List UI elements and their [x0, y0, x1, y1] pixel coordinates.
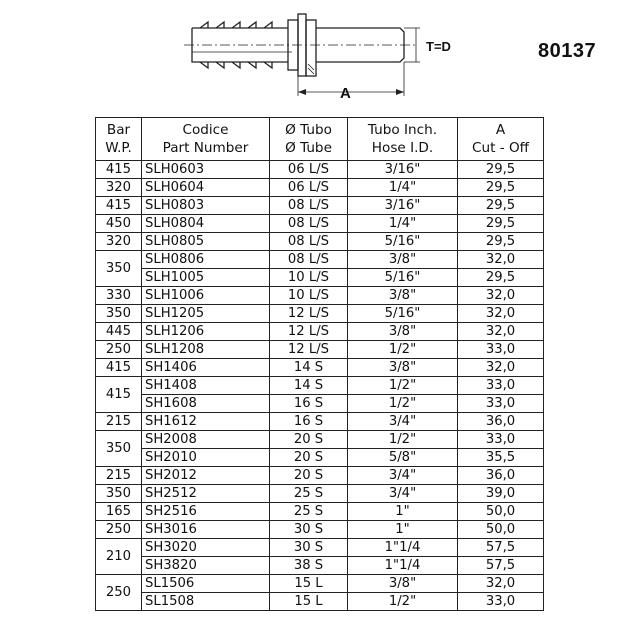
cell-cut-off: 33,0: [458, 431, 544, 449]
cell-bar: 320: [96, 233, 142, 251]
cell-part-number: SH3020: [142, 539, 270, 557]
cell-part-number: SH1612: [142, 413, 270, 431]
header-part-number-line: Codice: [182, 122, 229, 138]
cell-tube: 10 L/S: [270, 269, 348, 287]
cell-part-number: SLH1206: [142, 323, 270, 341]
cell-tube: 08 L/S: [270, 215, 348, 233]
cell-bar: 215: [96, 467, 142, 485]
cell-hose-id: 1/2": [348, 377, 458, 395]
cell-bar: 165: [96, 503, 142, 521]
cell-cut-off: 32,0: [458, 359, 544, 377]
table-row: [96, 485, 544, 503]
header-tube-line: Ø Tube: [285, 140, 332, 156]
header-cut-off-line: A: [495, 122, 506, 138]
header-part-number-line: Part Number: [162, 140, 249, 156]
cell-part-number: SH2516: [142, 503, 270, 521]
cell-part-number: SH1408: [142, 377, 270, 395]
cell-cut-off: 29,5: [458, 269, 544, 287]
header-bar-line: Bar: [106, 122, 131, 138]
a-label: A: [340, 85, 351, 102]
table-row: [96, 575, 544, 593]
table-row: [96, 413, 544, 431]
cell-part-number: SLH0803: [142, 197, 270, 215]
cell-part-number: SLH0806: [142, 251, 270, 269]
cell-hose-id: 3/16": [348, 161, 458, 179]
cell-tube: 25 S: [270, 485, 348, 503]
table-row: [96, 251, 544, 269]
table-row: [96, 593, 544, 611]
cell-tube: 14 S: [270, 377, 348, 395]
cell-cut-off: 35,5: [458, 449, 544, 467]
cell-hose-id: 3/4": [348, 413, 458, 431]
cell-part-number: SH1608: [142, 395, 270, 413]
cell-hose-id: 5/16": [348, 269, 458, 287]
cell-tube: 15 L: [270, 593, 348, 611]
cell-cut-off: 32,0: [458, 323, 544, 341]
table-row: [96, 395, 544, 413]
cell-cut-off: 39,0: [458, 485, 544, 503]
cell-tube: 30 S: [270, 539, 348, 557]
cell-tube: 12 L/S: [270, 305, 348, 323]
cell-hose-id: 3/16": [348, 197, 458, 215]
cell-bar: 250: [96, 575, 142, 611]
table-row: [96, 305, 544, 323]
cell-cut-off: 57,5: [458, 557, 544, 575]
cell-bar: 330: [96, 287, 142, 305]
cell-cut-off: 32,0: [458, 575, 544, 593]
table-row: [96, 377, 544, 395]
cell-hose-id: 3/4": [348, 467, 458, 485]
cell-tube: 30 S: [270, 521, 348, 539]
cell-cut-off: 32,0: [458, 305, 544, 323]
cell-tube: 12 L/S: [270, 323, 348, 341]
cell-part-number: SH3016: [142, 521, 270, 539]
cell-part-number: SH2010: [142, 449, 270, 467]
cell-part-number: SH3820: [142, 557, 270, 575]
cell-hose-id: 5/8": [348, 449, 458, 467]
cell-hose-id: 1/4": [348, 179, 458, 197]
cell-hose-id: 3/8": [348, 575, 458, 593]
cell-hose-id: 1": [348, 503, 458, 521]
cell-cut-off: 36,0: [458, 467, 544, 485]
table-row: [96, 323, 544, 341]
table-row: [96, 431, 544, 449]
table-header: [96, 118, 544, 161]
cell-tube: 16 S: [270, 395, 348, 413]
cell-part-number: SLH0603: [142, 161, 270, 179]
cell-hose-id: 3/8": [348, 323, 458, 341]
cell-hose-id: 3/8": [348, 251, 458, 269]
header-cut-off: [458, 118, 544, 161]
header-hose-id-line: Hose I.D.: [371, 140, 434, 156]
product-code: 80137: [538, 40, 597, 62]
cell-tube: 12 L/S: [270, 341, 348, 359]
header-cut-off-line: Cut - Off: [471, 140, 530, 156]
cell-bar: 415: [96, 161, 142, 179]
table-row: [96, 215, 544, 233]
cell-cut-off: 36,0: [458, 413, 544, 431]
cell-tube: 14 S: [270, 359, 348, 377]
cell-hose-id: 3/4": [348, 485, 458, 503]
cell-part-number: SL1506: [142, 575, 270, 593]
cell-cut-off: 32,0: [458, 251, 544, 269]
header-hose-id-line: Tubo Inch.: [367, 122, 438, 138]
table-row: [96, 557, 544, 575]
cell-tube: 10 L/S: [270, 287, 348, 305]
cell-part-number: SH2008: [142, 431, 270, 449]
header-bar-line: W.P.: [105, 140, 132, 156]
header-tube: [270, 118, 348, 161]
cell-cut-off: 29,5: [458, 161, 544, 179]
cell-bar: 350: [96, 485, 142, 503]
cell-bar: 250: [96, 521, 142, 539]
header-hose-id: [348, 118, 458, 161]
table-row: [96, 359, 544, 377]
cell-hose-id: 1/2": [348, 395, 458, 413]
header-tube-line: Ø Tubo: [285, 122, 332, 138]
table-row: [96, 521, 544, 539]
cell-part-number: SL1508: [142, 593, 270, 611]
table-row: [96, 161, 544, 179]
cell-tube: 06 L/S: [270, 161, 348, 179]
cell-cut-off: 29,5: [458, 215, 544, 233]
cell-tube: 20 S: [270, 449, 348, 467]
cell-cut-off: 32,0: [458, 287, 544, 305]
table-row: [96, 539, 544, 557]
table-row: [96, 467, 544, 485]
cell-tube: 16 S: [270, 413, 348, 431]
table-row: [96, 449, 544, 467]
cell-tube: 06 L/S: [270, 179, 348, 197]
cell-cut-off: 33,0: [458, 341, 544, 359]
cell-part-number: SH1406: [142, 359, 270, 377]
cell-bar: 445: [96, 323, 142, 341]
cell-part-number: SLH0804: [142, 215, 270, 233]
cell-hose-id: 1/2": [348, 593, 458, 611]
cell-cut-off: 33,0: [458, 377, 544, 395]
cell-tube: 20 S: [270, 431, 348, 449]
cell-cut-off: 50,0: [458, 503, 544, 521]
cell-tube: 08 L/S: [270, 197, 348, 215]
cell-bar: 415: [96, 359, 142, 377]
cell-part-number: SLH0604: [142, 179, 270, 197]
fitting-drawing: [180, 8, 480, 104]
cell-cut-off: 33,0: [458, 395, 544, 413]
table-row: [96, 341, 544, 359]
cell-tube: 38 S: [270, 557, 348, 575]
cell-hose-id: 1/2": [348, 341, 458, 359]
td-label: T=D: [426, 39, 451, 54]
cell-hose-id: 5/16": [348, 305, 458, 323]
cell-hose-id: 1": [348, 521, 458, 539]
cell-bar: 415: [96, 197, 142, 215]
cell-tube: 25 S: [270, 503, 348, 521]
cell-hose-id: 1/2": [348, 431, 458, 449]
cell-bar: 215: [96, 413, 142, 431]
cell-cut-off: 29,5: [458, 179, 544, 197]
cell-cut-off: 33,0: [458, 593, 544, 611]
cell-bar: 350: [96, 305, 142, 323]
table-row: [96, 233, 544, 251]
cell-cut-off: 50,0: [458, 521, 544, 539]
cell-cut-off: 29,5: [458, 197, 544, 215]
cell-part-number: SH2512: [142, 485, 270, 503]
table-row: [96, 269, 544, 287]
header-part-number: [142, 118, 270, 161]
table-row: [96, 503, 544, 521]
table-body: [96, 161, 544, 611]
cell-hose-id: 1/4": [348, 215, 458, 233]
cell-bar: 250: [96, 341, 142, 359]
cell-part-number: SLH1005: [142, 269, 270, 287]
cell-tube: 20 S: [270, 467, 348, 485]
cell-tube: 08 L/S: [270, 233, 348, 251]
cell-part-number: SLH1205: [142, 305, 270, 323]
cell-hose-id: 3/8": [348, 287, 458, 305]
table-row: [96, 179, 544, 197]
cell-hose-id: 3/8": [348, 359, 458, 377]
table-row: [96, 287, 544, 305]
cell-part-number: SH2012: [142, 467, 270, 485]
cell-bar: 350: [96, 251, 142, 287]
cell-hose-id: 5/16": [348, 233, 458, 251]
cell-part-number: SLH0805: [142, 233, 270, 251]
cell-hose-id: 1"1/4: [348, 557, 458, 575]
cell-bar: 350: [96, 431, 142, 467]
header-bar: [96, 118, 142, 161]
table-row: [96, 197, 544, 215]
cell-cut-off: 29,5: [458, 233, 544, 251]
cell-tube: 15 L: [270, 575, 348, 593]
cell-bar: 210: [96, 539, 142, 575]
cell-bar: 450: [96, 215, 142, 233]
spec-table: [95, 117, 544, 611]
cell-cut-off: 57,5: [458, 539, 544, 557]
cell-part-number: SLH1208: [142, 341, 270, 359]
cell-bar: 415: [96, 377, 142, 413]
cell-bar: 320: [96, 179, 142, 197]
cell-tube: 08 L/S: [270, 251, 348, 269]
cell-hose-id: 1"1/4: [348, 539, 458, 557]
cell-part-number: SLH1006: [142, 287, 270, 305]
